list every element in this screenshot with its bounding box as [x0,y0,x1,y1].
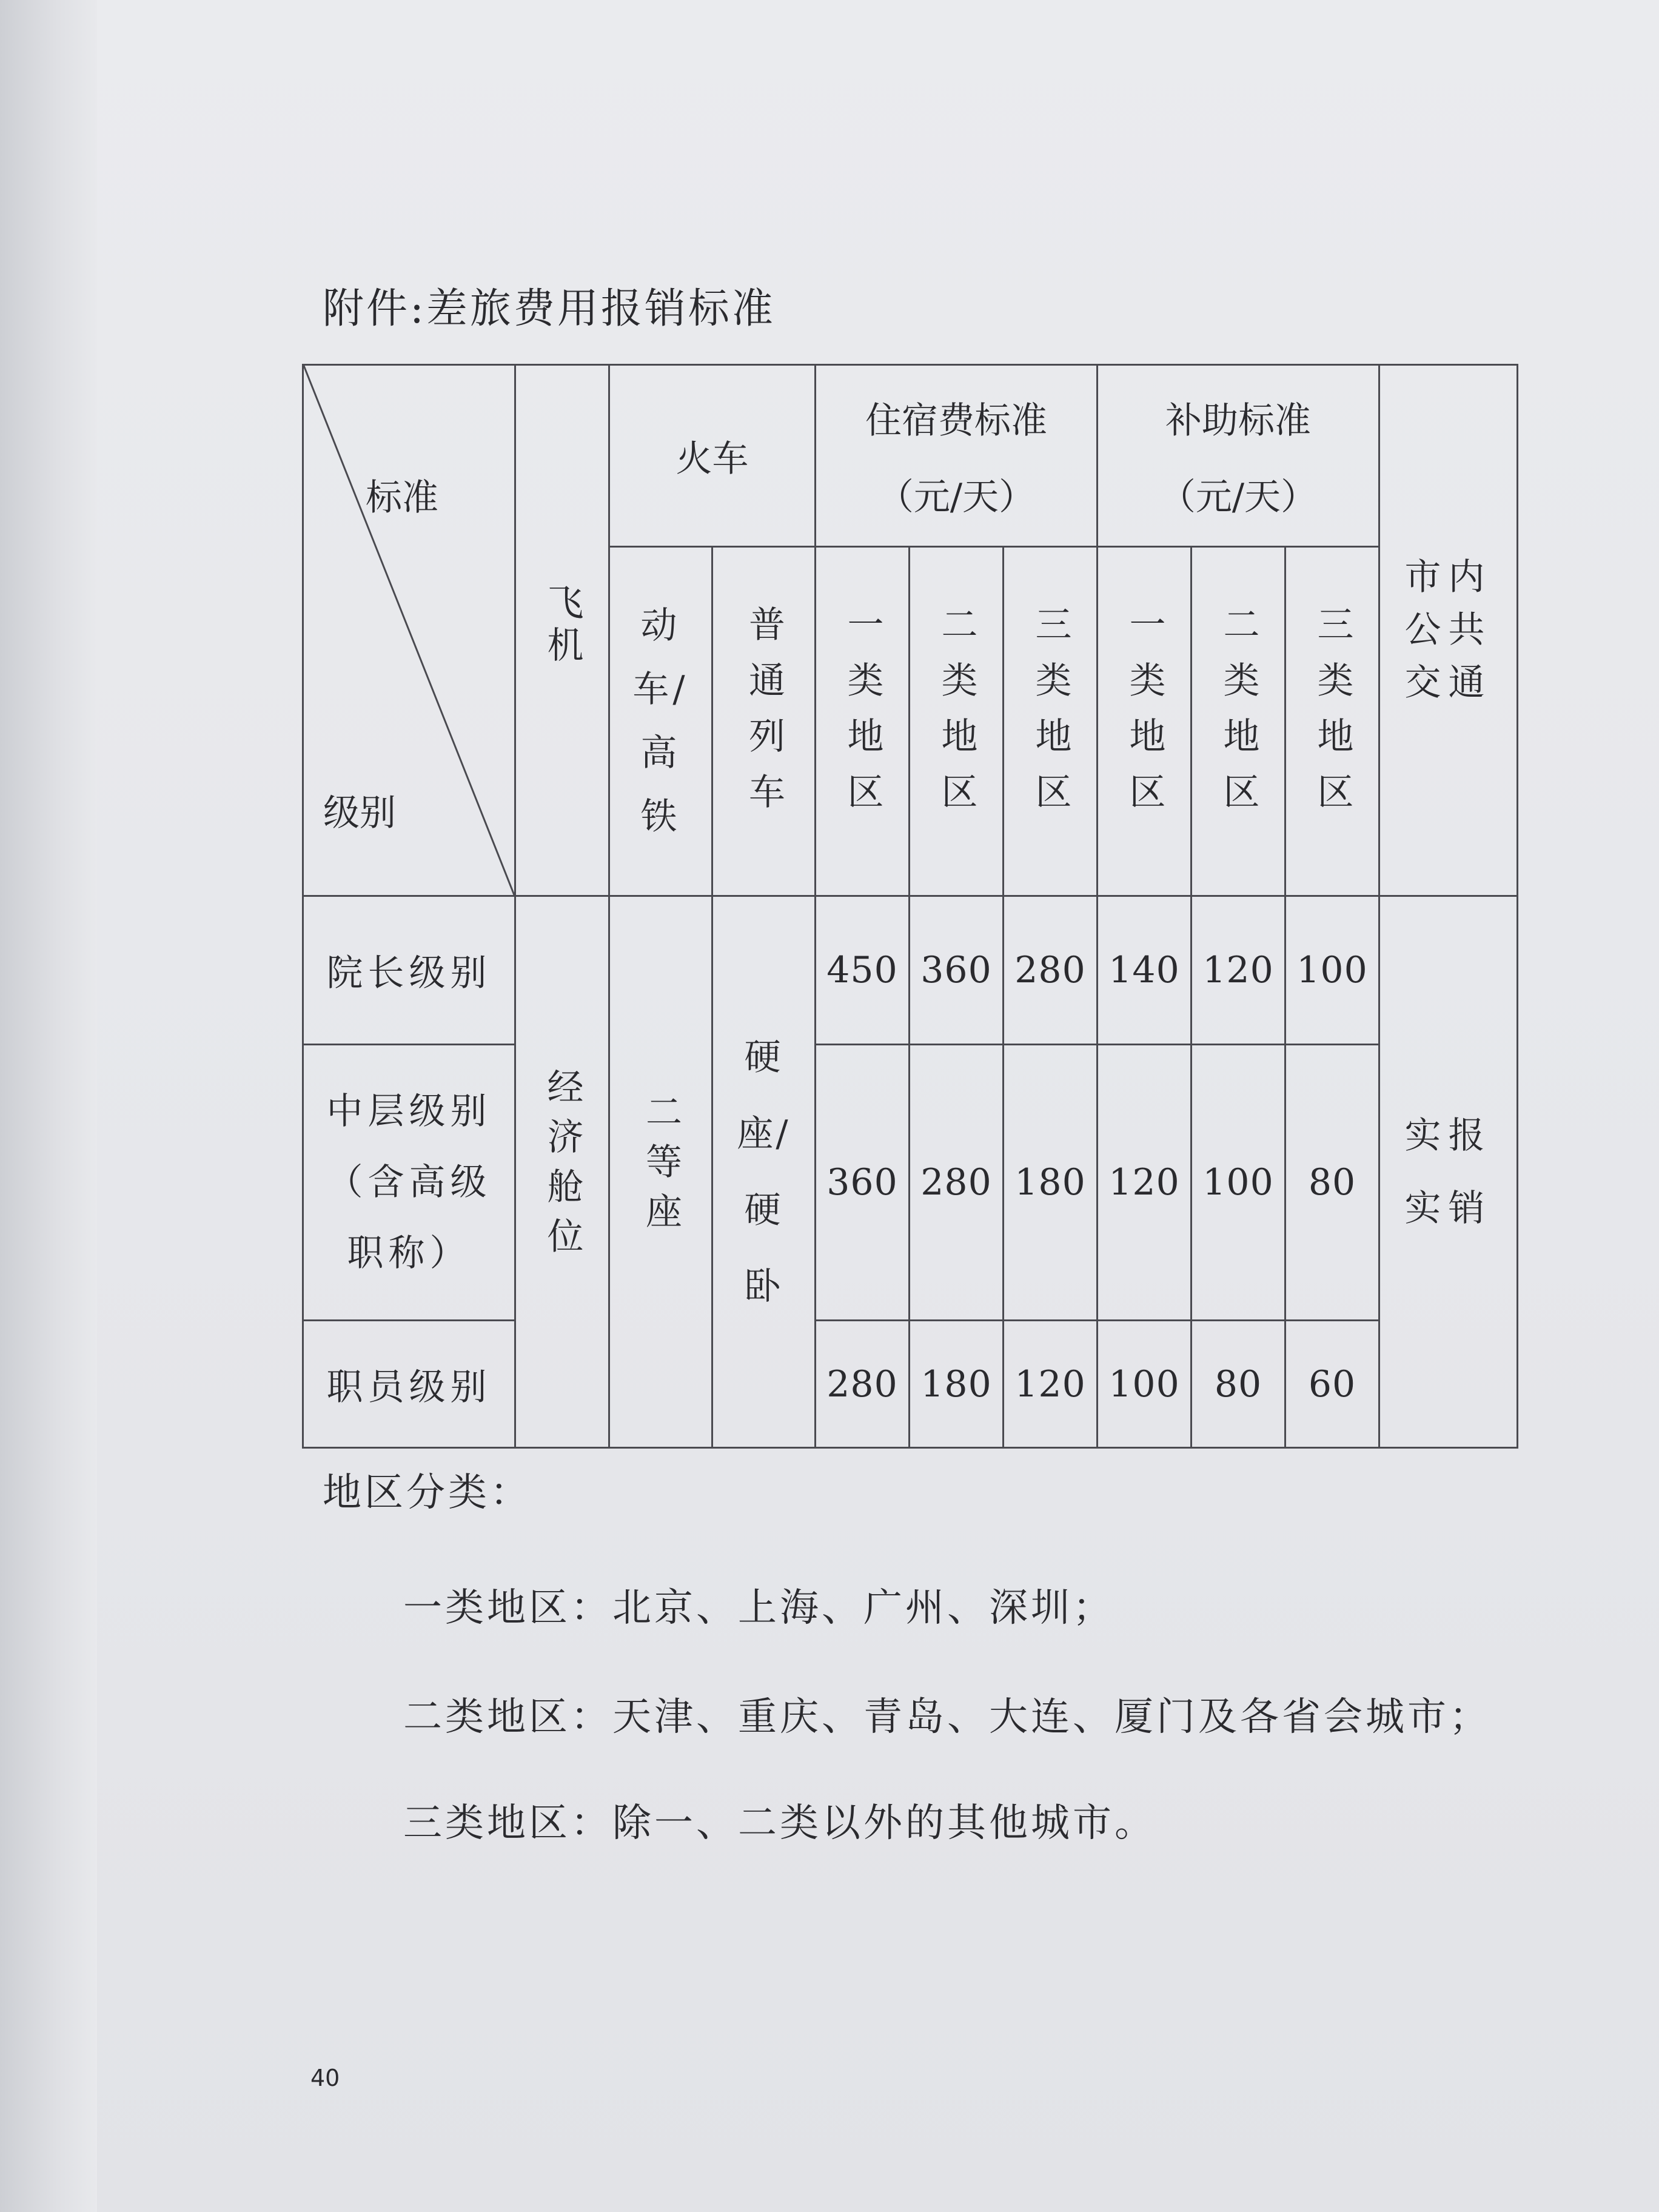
corner-label-standard: 标准 [366,477,438,519]
row-level-middle [303,1045,515,1321]
lodging-value: 280 [816,1321,910,1448]
transit-value-cell [1379,896,1518,1448]
region-heading: 地区分类： [323,1470,532,1515]
subsidy-value: 100 [1098,1321,1191,1448]
row-level-staff [303,1321,515,1448]
train-fast-class-text: 二等座 [640,1093,682,1242]
header-lodging-region-1 [816,547,910,896]
header-train-fast-text: 动车/高铁 [632,604,689,838]
header-plane [515,365,609,896]
header-lodging-unit: （元/天） [877,475,1036,518]
subsidy-value: 100 [1285,896,1379,1045]
corner-header-cell [303,365,515,896]
header-train-normal [712,547,816,896]
transit-value-text: 实报实销 [1404,1114,1492,1230]
header-subsidy [1098,365,1379,547]
page-title: 附件:差旅费用报销标准 [323,285,776,333]
row-level-president [303,896,515,1045]
header-plane-text: 飞机 [541,583,584,668]
subsidy-value: 140 [1098,896,1191,1045]
subsidy-value: 100 [1191,1045,1285,1321]
header-subsidy-region-1 [1098,547,1191,896]
plane-class-text: 经济舱位 [541,1068,584,1267]
header-lodging-region-3 [1004,547,1098,896]
header-train-text: 火车 [675,437,749,480]
lodging-value: 280 [910,1045,1004,1321]
subsidy-value: 120 [1191,896,1285,1045]
level-label: 中层级别（含高级职称） [326,1090,492,1275]
page-number: 40 [310,2065,340,2091]
subsidy-value: 60 [1285,1321,1379,1448]
header-transit-text: 市内公共交通 [1404,556,1492,704]
train-fast-class-cell [609,896,712,1448]
header-lodging-region-2 [910,547,1004,896]
region-col-label: 三类地区 [1029,605,1072,828]
corner-label-level: 级别 [323,792,396,834]
lodging-value: 120 [1004,1321,1098,1448]
region-line-2: 二类地区：天津、重庆、青岛、大连、厦门及各省会城市； [403,1695,1491,1740]
header-subsidy-region-3 [1285,547,1379,896]
header-lodging-text: 住宿费标准 [865,399,1047,442]
subsidy-value: 120 [1098,1045,1191,1321]
region-col-label: 一类地区 [1123,605,1166,828]
region-line-1: 一类地区：北京、上海、广州、深圳； [403,1586,1114,1631]
header-lodging [816,365,1098,547]
level-label: 院长级别 [326,952,492,994]
header-subsidy-unit: （元/天） [1159,475,1318,518]
lodging-value: 280 [1004,896,1098,1045]
level-label: 职员级别 [326,1366,492,1409]
region-col-label: 三类地区 [1311,605,1354,828]
lodging-value: 360 [816,1045,910,1321]
train-normal-class-cell [712,896,816,1448]
header-train-normal-text: 普通列车 [743,605,785,828]
region-col-label: 二类地区 [935,605,978,828]
train-normal-class-text: 硬座/硬卧 [737,1036,791,1308]
subsidy-value: 80 [1191,1321,1285,1448]
plane-class-cell [515,896,609,1448]
header-subsidy-region-2 [1191,547,1285,896]
region-line-3: 三类地区：除一、二类以外的其他城市。 [403,1801,1156,1846]
subsidy-value: 80 [1285,1045,1379,1321]
lodging-value: 360 [910,896,1004,1045]
lodging-value: 450 [816,896,910,1045]
header-subsidy-text: 补助标准 [1165,399,1311,442]
region-col-label: 二类地区 [1217,605,1260,828]
region-col-label: 一类地区 [841,605,884,828]
header-transit [1379,365,1518,896]
binding-gutter [0,0,97,2212]
header-train-fast [609,547,712,896]
expense-standard-table [302,364,1518,1449]
lodging-value: 180 [910,1321,1004,1448]
header-train [609,365,816,547]
lodging-value: 180 [1004,1045,1098,1321]
